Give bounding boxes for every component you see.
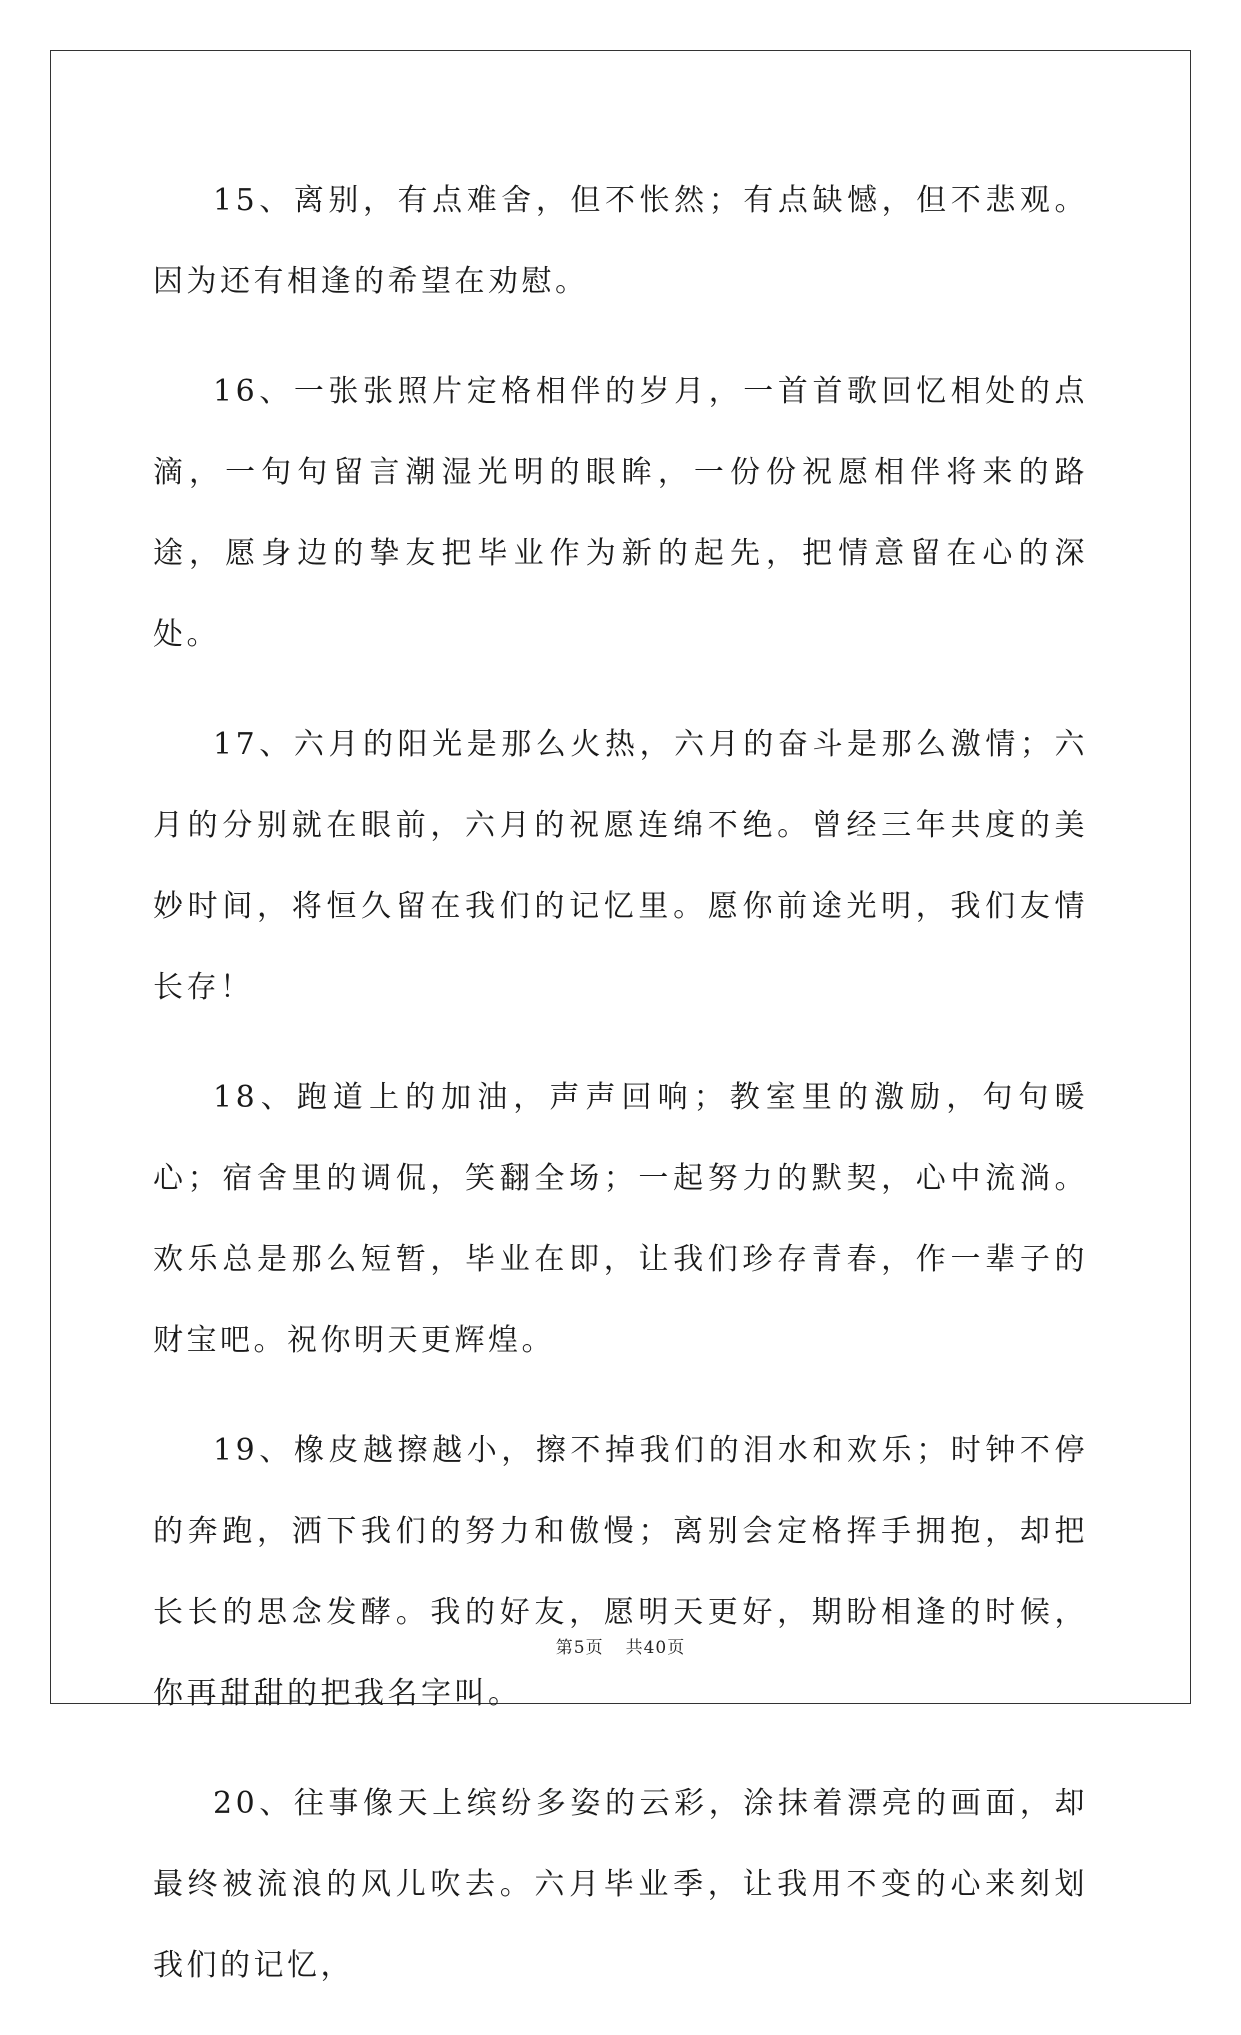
total-page-count: 共40页: [625, 1638, 686, 1658]
paragraph-17: 17、六月的阳光是那么火热，六月的奋斗是那么激情；六月的分别就在眼前，六月的祝愿连绵不绝。曾经三年共度的美妙时间，将恒久留在我们的记忆里。愿你前途光明，我们友情长存！: [153, 727, 1088, 1005]
paragraph-15: 15、离别，有点难舍，但不怅然；有点缺憾，但不悲观。因为还有相逢的希望在劝慰。: [153, 183, 1088, 299]
page-footer: [0, 1633, 1241, 1658]
current-page-number: 第5页: [555, 1638, 604, 1658]
paragraph-19: 19、橡皮越擦越小，擦不掉我们的泪水和欢乐；时钟不停的奔跑，洒下我们的努力和傲慢；离别会定格挥手拥抱，却把长长的思念发酵。我的好友，愿明天更好，期盼相逢的时候，你再甜甜的把我名字叫。: [153, 1433, 1088, 1711]
paragraph-16: 16、一张张照片定格相伴的岁月，一首首歌回忆相处的点滴，一句句留言潮湿光明的眼眸，一份份祝愿相伴将来的路途，愿身边的挚友把毕业作为新的起先，把情意留在心的深处。: [153, 374, 1088, 652]
paragraph-18: 18、跑道上的加油，声声回响；教室里的激励，句句暖心；宿舍里的调侃，笑翻全场；一起努力的默契，心中流淌。欢乐总是那么短暂，毕业在即，让我们珍存青春，作一辈子的财宝吧。祝你明天更辉煌。: [153, 1080, 1088, 1358]
paragraph-20: 20、往事像天上缤纷多姿的云彩，涂抹着漂亮的画面，却最终被流浪的风儿吹去。六月毕业季，让我用不变的心来刻划我们的记忆，: [153, 1786, 1088, 1983]
